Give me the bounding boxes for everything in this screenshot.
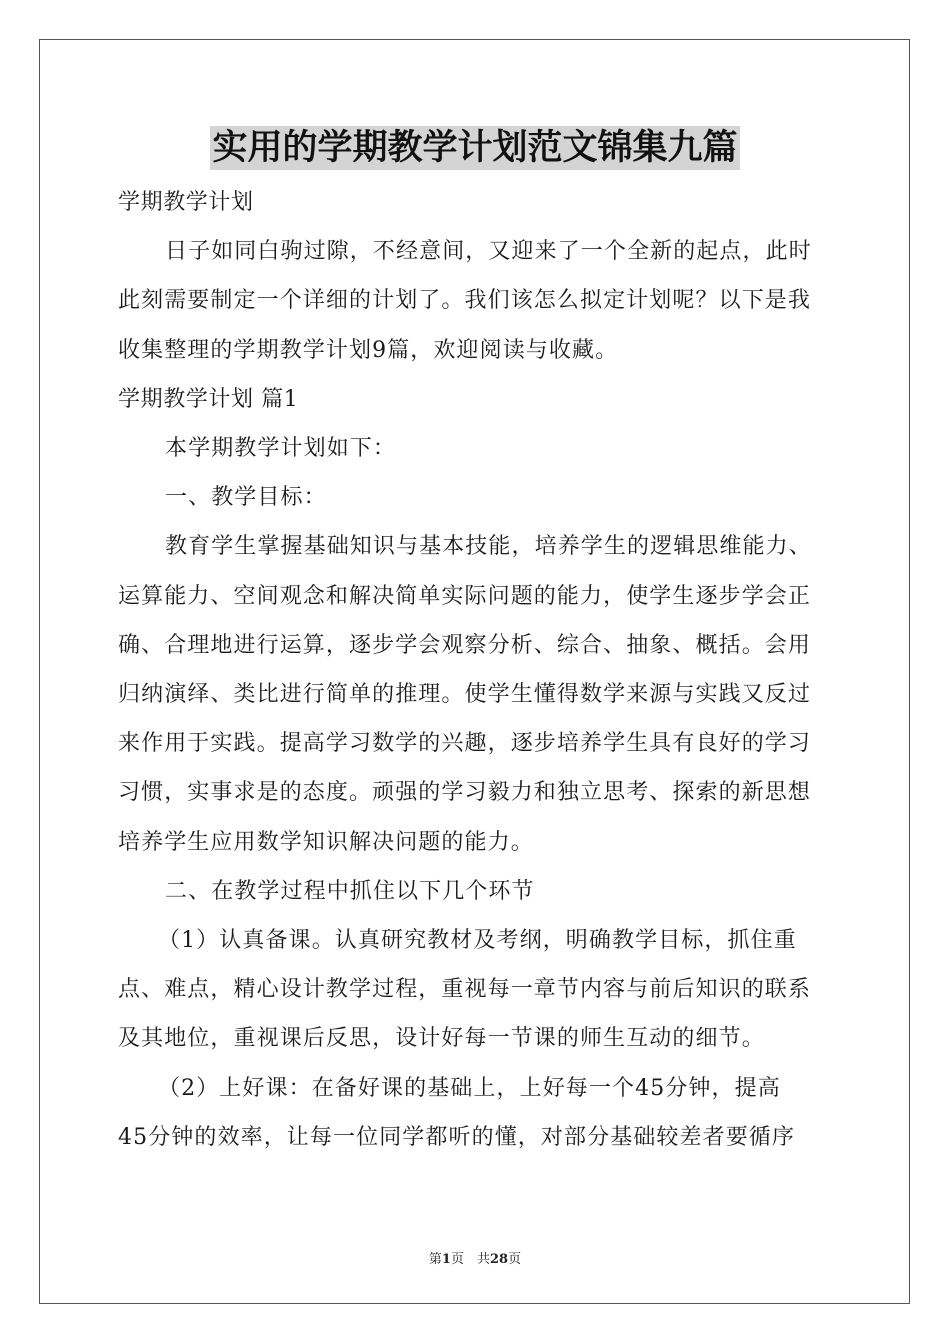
- document-title: 实用的学期教学计划范文锦集九篇: [212, 127, 738, 168]
- subheading-line: 一、教学目标：: [165, 485, 327, 511]
- page-footer: [0, 1248, 950, 1267]
- section-heading: 学期教学计划 篇1: [118, 386, 299, 412]
- paragraph-line: 点、难点，精心设计教学过程，重视每一章节内容与前后知识的联系: [118, 977, 812, 1003]
- paragraph-line: 来作用于实践。提高学习数学的兴趣，逐步培养学生具有良好的学习: [118, 731, 812, 757]
- paragraph-line: 日子如同白驹过隙，不经意间，又迎来了一个全新的起点，此时: [165, 239, 812, 265]
- paragraph-line: 培养学生应用数学知识解决问题的能力。: [118, 829, 534, 855]
- footer-current-page: 1: [441, 1252, 451, 1267]
- paragraph-line: 习惯，实事求是的态度。顽强的学习毅力和独立思考、探索的新思想: [118, 780, 812, 806]
- paragraph-line: （1）认真备课。认真研究教材及考纲，明确教学目标，抓住重: [158, 928, 797, 954]
- subheading-line: 二、在教学过程中抓住以下几个环节: [165, 878, 535, 904]
- footer-total-pages: 28: [489, 1252, 509, 1267]
- paragraph-line: 教育学生掌握基础知识与基本技能，培养学生的逻辑思维能力、: [165, 534, 812, 560]
- paragraph-line: 运算能力、空间观念和解决简单实际问题的能力，使学生逐步学会正: [118, 583, 812, 609]
- paragraph-line: 45分钟的效率，让每一位同学都听的懂，对部分基础较差者要循序: [118, 1124, 795, 1150]
- paragraph-line: 归纳演绎、类比进行简单的推理。使学生懂得数学来源与实践又反过: [118, 682, 812, 708]
- paragraph-line: （2）上好课：在备好课的基础上，上好每一个45分钟，提高: [158, 1075, 781, 1101]
- paragraph-line: 及其地位，重视课后反思，设计好每一节课的师生互动的细节。: [118, 1026, 765, 1052]
- section-heading: 学期教学计划: [118, 190, 254, 215]
- paragraph-line: 确、合理地进行运算，逐步学会观察分析、综合、抽象、概括。会用: [118, 632, 812, 658]
- paragraph-line: 此刻需要制定一个详细的计划了。我们该怎么拟定计划呢？以下是我: [118, 288, 812, 314]
- paragraph-line: 收集整理的学期教学计划9篇，欢迎阅读与收藏。: [118, 337, 619, 363]
- footer-prefix: 第: [428, 1252, 442, 1267]
- footer-mid: 页 共: [450, 1252, 490, 1267]
- footer-suffix: 页: [508, 1252, 522, 1267]
- title-container: [0, 126, 950, 170]
- paragraph-line: 本学期教学计划如下：: [165, 436, 397, 462]
- document-body: [118, 178, 832, 1162]
